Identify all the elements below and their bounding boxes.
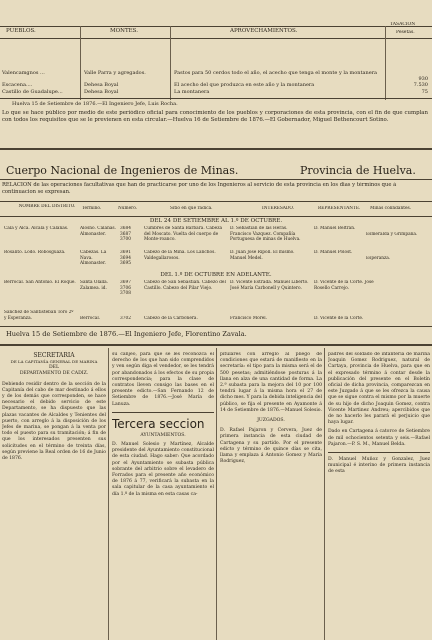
column-4-end: D. Manuel Muñoz y Gonzalez, Juez municipal é interino de primera instancia de esta (328, 457, 430, 475)
provincia-title: Provincia de Huelva. (300, 164, 416, 177)
ayuntamientos-heading: AYUNTAMIENTOS. (140, 432, 186, 438)
relacion-intro: RELACION de las operaciones facultativas que han de practicarse por uno de los Ingenieros al servicio de esta provincia en los dias y términos que á continuacion se expresan. (2, 182, 397, 195)
interesado-cell: Francisco Morel. (230, 316, 268, 321)
section-rule (0, 344, 432, 346)
column-4-rule (328, 452, 430, 453)
termino-cell: Alosno. Calañas. Almonaster. (80, 226, 116, 237)
cuerpo-table-top (0, 201, 432, 202)
row-pueblo: Escacena.... (2, 82, 33, 88)
secretaria-heading: SECRETARÍA (33, 352, 75, 359)
row-aprov: El acecho del que produzca en este año y la montanera (174, 82, 315, 88)
representante-cell: D. Vicente de la Corte. (314, 316, 364, 321)
termino-cell: Cabezas. La Nava. Almonaster. (80, 250, 107, 266)
sitio-cell: Cabezo de la Carbonera. (144, 316, 198, 321)
distrito-cell: Sánchez de Santisteban Toro 2º y Esperanza. (4, 310, 74, 321)
sitio-cell: Cabezo de San Sebastián. Cabezo del Castillo. Cabezo del Pilar Viejo. (144, 280, 226, 291)
numero-cell: 3684 3687 3700 (120, 226, 131, 242)
col-divider (80, 26, 81, 100)
column-1 (2, 352, 106, 638)
row-pesetas: 75 (421, 89, 428, 95)
row-aprov: Pastos para 50 cerdos todo el año, el acecho que tenga el monte y la montanera (174, 70, 378, 76)
sitio-cell: Cabezo de la Mina. Los Lanchos. Valdegallarosos. (144, 250, 216, 261)
distrito-cell: Rosalito. Lodo. Robosguaza. (4, 250, 66, 255)
column-3-top-text: pitulares con arreglo al pliego de condiciones que estará de manifiesto en la secretaría: el tipo para la misma será el de 500 pesetas; admitiéndose posturas á la llana en alza de una cantidad de forma. La 2.ª subasta para la mejora del 10 por 100 tendrá lugar á la misma hora el 27 de dicho mes. Y para la debida inteligencia del público, se fija el presente en Ayamonte á 14 de Setiembre de 1876.—Manuel Solesio. (220, 352, 322, 413)
cuerpo-title: Cuerpo Nacional de Ingenieros de Minas. (6, 164, 239, 177)
row-pueblo: Castillo de Guadalupe... (2, 89, 63, 95)
col-divider (170, 26, 171, 100)
col-numero: Número. (118, 206, 138, 211)
section-heading-1: DEL 24 DE SETIEMBRE AL 1.º DE OCTUBRE. (149, 218, 283, 224)
col-sitio: Sitio en que radica. (170, 206, 213, 211)
column-divider (216, 348, 217, 640)
distrito-cell: Cala y Alcá. Alcalá y Calañas. (4, 226, 69, 231)
numero-cell: 3702 (120, 316, 131, 321)
cuerpo-header-rule (0, 216, 432, 217)
header-pesetas: Pesetas. (396, 30, 415, 35)
row-monte: Dehesa Boyal (84, 89, 119, 95)
capitania-heading: DE LA CAPITANÍA GENERAL DE MARINA (10, 359, 98, 364)
cuerpo-rule (0, 179, 432, 180)
header-rule (0, 38, 432, 39)
column-4-top-text: padres del soldado de infantería de marina Joaquin Gomez Rodriguez, natural de Cartaya, provincia de Huelva, para que en el expresado término á contar desde la publicación del presente en el Boletín oficial de dicha provincia, comparezcan en este Juzgado á que se les ofrezca la causa que se sigue contra el mismo por la muerte de su hijo de dicho Joaquin Gomez, contra Vicente Martinez Andreu; apercibidos que de no hacerlo les parará el perjuicio que haya lugar. (328, 352, 430, 426)
del-heading: DEL (48, 365, 60, 371)
row-monte: Dehesa Boyal (84, 82, 119, 88)
representante-cell: D. Manuel Beltran. (314, 226, 356, 231)
column-4 (328, 352, 430, 638)
header-aprovechamientos: APROVECHAMIENTOS. (230, 28, 298, 34)
table-bottom-rule (0, 98, 432, 99)
section-heading-2: DEL 1.º DE OCTUBRE EN ADELANTE. (160, 272, 272, 278)
col-divider (385, 26, 386, 100)
representante-cell: D. Manuel Polost. (314, 250, 353, 255)
col-representante: REPRESENTANTE. (318, 206, 361, 211)
row-pesetas: 930 (418, 76, 428, 82)
top-rule (0, 26, 432, 27)
termino-cell: Santa Olalla. Zalamea. id. (80, 280, 109, 291)
numero-cell: 3697 3706 3708 (120, 280, 131, 296)
colindantes-cell: Esperanza. (366, 256, 391, 261)
header-montes: MONTES. (110, 28, 138, 34)
interesado-cell: D. Sebastian de las Heras. Francisco Vazquez. Compañía Portuguesa de minas de Huelva. (230, 226, 301, 242)
col-termino: Término. (82, 206, 102, 211)
interesado-cell: D. Vicente Estrada. Manuel Liberto. José María Carbonell y Quintero. (230, 280, 309, 291)
header-tasacion: TASACION (390, 22, 416, 27)
column-3 (220, 352, 322, 638)
distrito-cell: Berrocal. San Antonio. El Roque. (4, 280, 76, 285)
col-interesado: INTERESADO. (262, 206, 294, 211)
tercera-seccion-heading: Tercera seccion (112, 416, 205, 431)
juzgados-heading: JUZGADOS. (257, 418, 285, 424)
column-divider (324, 348, 325, 640)
cuerpo-footer: Huelva 15 de Setiembre de 1876.—El Ingeniero Jefe, Florentino Zavala. (6, 330, 247, 338)
section-rule (0, 148, 432, 150)
column-2-rule (112, 412, 214, 413)
top-table-footer: Huelva 15 de Setiembre de 1876.—El Ingeniero Jefe, Luis Rocha. (12, 101, 178, 107)
colindantes-cell: Esmeralda y Grimpana. (366, 232, 418, 237)
row-pesetas: 7.530 (413, 82, 428, 88)
ayuntamiento-body: D. Manuel Solesio y Martínez, Alcalde presidente del Ayuntamiento constitucional de esta ciudad. Hago saber: Que acordado por el Ayuntamiento se subasta pública sobrante del arbitrio sobre el levadero de Forrados para el presente año económico de 1876 á 77, verificará la subasta en la sala capitular de la casa ayuntamiento el día 1.º de la misma en esta casas ca- (112, 442, 214, 497)
sitio-cell: Cumbres de Santa Bárbara. Cabeza del Moscato. Vuelta del cuerpo de Monte-roanco. (144, 226, 223, 242)
juzgado-body: D. Rafael Pajaron y Cervera, Juez de primera instancia de esta ciudad de Cartagena y su partido. Por el presente edicto y término de quince días se cita, llama y emplaza á Antonio Gomez y María Rodriguez, (220, 428, 322, 465)
header-pueblos: PUEBLOS. (6, 28, 36, 34)
column-4-body: Dado en Cartagena á catorce de Setiembre de mil ochocientos setenta y seis.—Rafael Pajaron.—P. S. M., Manuel Belda. (328, 429, 430, 447)
representante-cell: D. Vicente de la Corte. José Rosello Carrejo. (314, 280, 374, 291)
termino-cell: Berrocal. (80, 316, 101, 321)
column-2-top-text: su canjeo, para que se les reconozca el derecho de los que han sido comprendidos y ven según diga el vendedor, se les tendrá por abandonados á los efectos de su propia correspondencia; para la clase de contratos lleven consigo las bases en el presente edicto.—San Fernando 12 de Setiembre de 1876.—José María de Lanuza. (112, 352, 214, 407)
numero-cell: 3691 3694 3695 (120, 250, 131, 266)
column-divider (108, 348, 109, 640)
cuerpo-table-bottom (0, 326, 432, 327)
row-pueblo: Valencamgnos ... (2, 70, 45, 76)
departamento-heading: DEPARTAMENTO DE CADIZ. (19, 371, 89, 377)
secretaria-body: Debiendo residir dentro de la sección de la Capitanía del cabo de mar destinado á ellos y de los demás que corresponden, se hace necesario el debido servicio de este Departamento, se ha dispuesto que las plazas vacantes de Alcaldes y Tenientes del puerto, con arreglo á la disposición de los Jefes de marina, se pongan á la venta por todo el puesto para su tramitación; á fin de que los interesados presenten sus solicitudes en el término de treinta días, según previene la Real orden de 16 de Junio de 1876. (2, 381, 106, 462)
interesado-cell: D. Juan José Ripoll. El mismo. Manuel Medel. (230, 250, 295, 261)
row-aprov: La montanera (174, 89, 210, 95)
col-nombre: NOMBRE DEL DISTRITO. (18, 204, 76, 209)
column-2 (112, 352, 214, 638)
row-monte: Valle Parra y agregados. (84, 70, 146, 76)
notice-paragraph: Lo que se hace público por medio de este periódico oficial para conocimiento de los pueblos y corporaciones de esta provincia, con el fin de que cumplan con todos los requisitos que se le previenen en esta circular.—Huelva 16 de Setiembre de 1876.—El Gobernador, Miguel Bethencourt Sotino. (2, 110, 428, 123)
col-colindantes: Minas colindantes. (370, 206, 412, 211)
